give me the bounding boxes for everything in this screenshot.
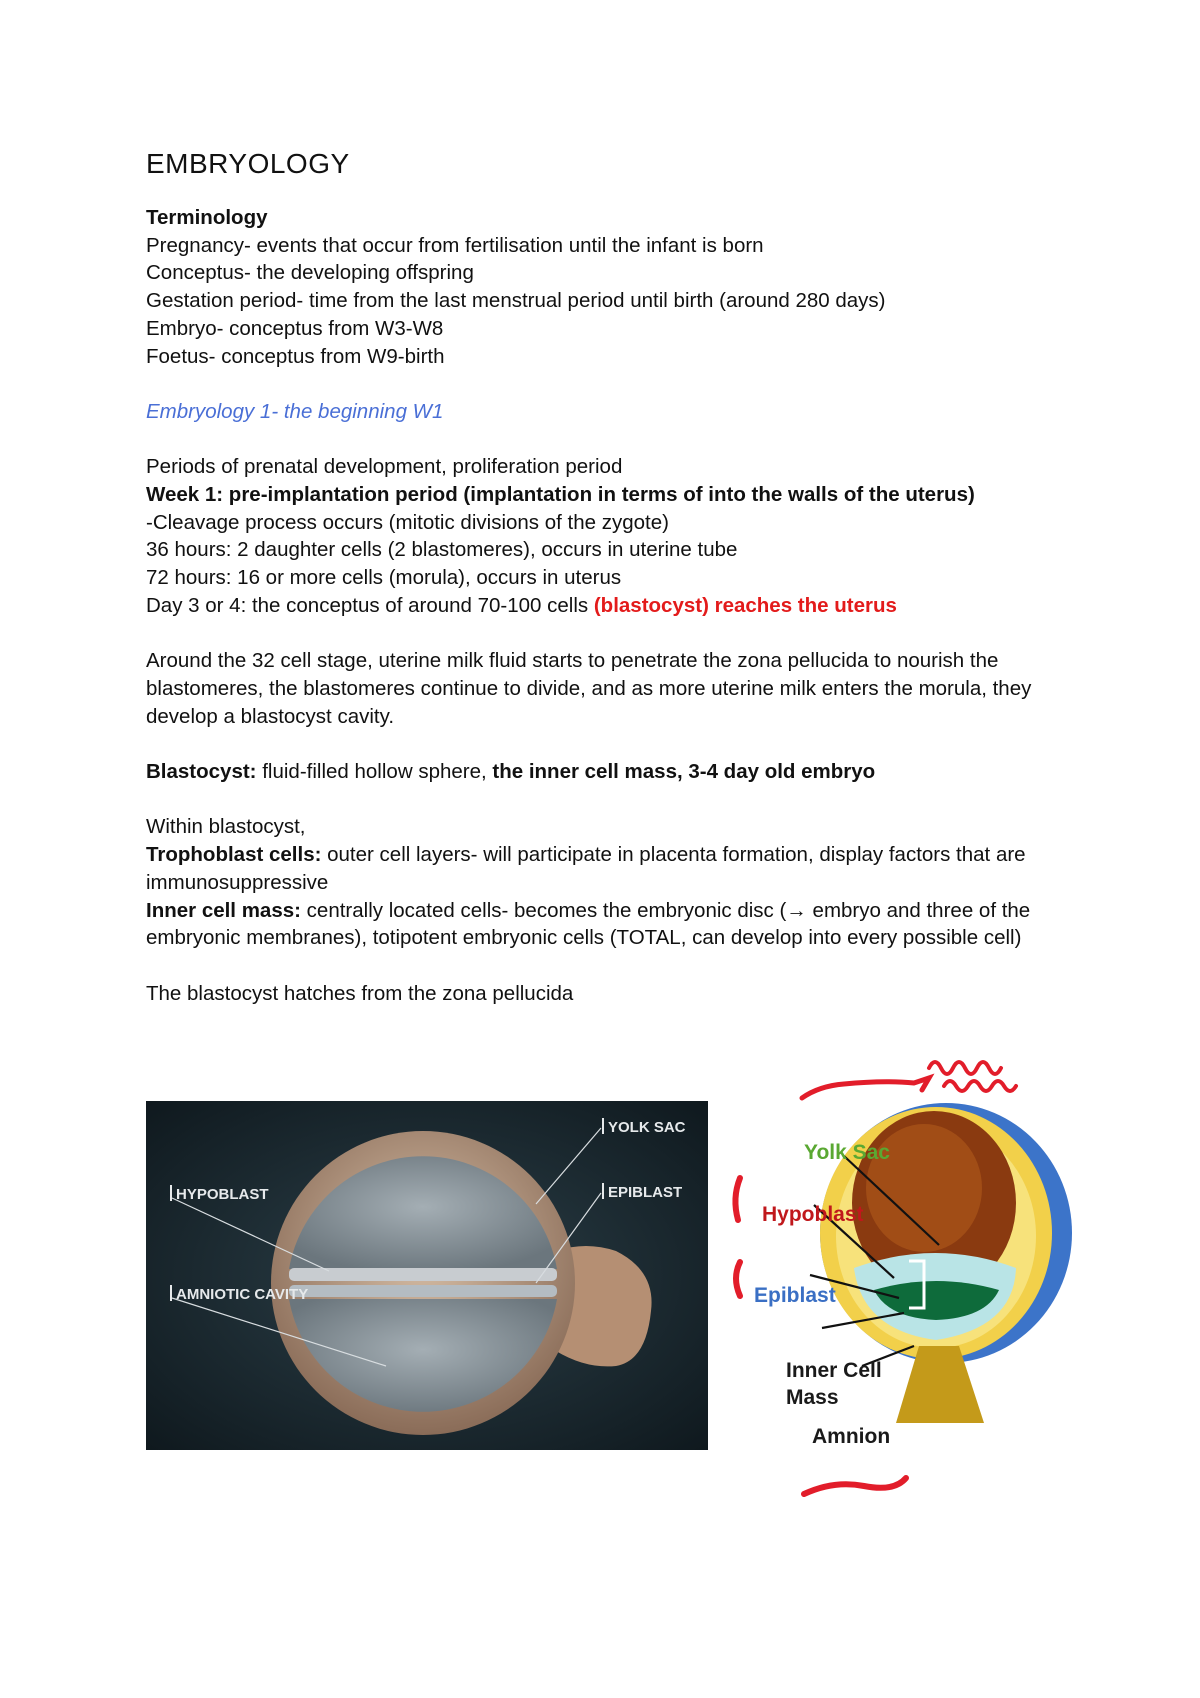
label-amnion-right: Amnion bbox=[812, 1425, 891, 1448]
page-title: EMBRYOLOGY bbox=[146, 148, 350, 179]
term-gestation: Gestation period- time from the last menstrual period until birth (around 280 days) bbox=[146, 289, 886, 313]
hypoblast-layer-shape bbox=[289, 1268, 557, 1281]
label-epiblast-right: Epiblast bbox=[754, 1284, 836, 1307]
trophoblast-label: Trophoblast cells: bbox=[146, 843, 322, 867]
label-hypoblast-right: Hypoblast bbox=[762, 1203, 864, 1226]
label-epiblast-left: EPIBLAST bbox=[608, 1184, 683, 1201]
blastocyst-line bbox=[146, 758, 1066, 786]
cleavage-line: -Cleavage process occurs (mitotic divisions of the zygote) bbox=[146, 510, 669, 534]
inner-cell-mass-label: Inner cell mass: bbox=[146, 898, 301, 922]
label-mass-right: Mass bbox=[786, 1386, 839, 1409]
handwritten-arrow bbox=[802, 1078, 929, 1098]
day-line-highlight: (blastocyst) reaches the uterus bbox=[593, 593, 897, 617]
hatch-line: The blastocyst hatches from the zona pellucida bbox=[146, 981, 574, 1005]
hours72-line: 72 hours: 16 or more cells (morula), occurs in uterus bbox=[146, 566, 622, 590]
blastocyst-label: Blastocyst: bbox=[146, 760, 257, 783]
paragraph-32-cell: Around the 32 cell stage, uterine milk fluid starts to penetrate the zona pellucida to nourish the blastomeres, the blastomeres continue to divide, and as more uterine milk enters the morula, they develop a blastocyst cavity. bbox=[146, 649, 1032, 728]
trophoblast-line bbox=[146, 841, 1066, 896]
day-line-text: Day 3 or 4: the conceptus of around 70-100 cells bbox=[146, 593, 594, 617]
label-hypoblast-left: HYPOBLAST bbox=[176, 1186, 269, 1203]
handwritten-note bbox=[929, 1062, 1016, 1091]
handwritten-bracket-epiblast bbox=[736, 1262, 740, 1296]
blastocyst-diagram-right bbox=[724, 1028, 1084, 1508]
week1-heading: Week 1: pre-implantation period (implantation in terms of into the walls of the uterus) bbox=[146, 483, 975, 506]
term-embryo: Embryo- conceptus from W3-W8 bbox=[146, 316, 444, 340]
hours36-line: 36 hours: 2 daughter cells (2 blastomeres), occurs in uterine tube bbox=[146, 538, 738, 562]
section-heading: Embryology 1- the beginning W1 bbox=[146, 399, 444, 423]
inner-cell-mass-line bbox=[146, 897, 1066, 952]
trophoblast-text: outer cell layers- will participate in placenta formation, display factors that are immunosuppressive bbox=[146, 843, 1026, 894]
blastocyst-bold-tail: the inner cell mass, 3-4 day old embryo bbox=[492, 760, 876, 783]
blastocyst-illustration-left bbox=[146, 1101, 708, 1450]
inner-cell-mass-text-a: centrally located cells- becomes the embryonic disc ( bbox=[300, 898, 787, 922]
arrow-right-icon: → bbox=[786, 898, 807, 922]
terminology-heading: Terminology bbox=[146, 206, 268, 229]
epiblast-layer-shape bbox=[289, 1285, 557, 1297]
periods-line: Periods of prenatal development, proliferation period bbox=[146, 455, 623, 479]
label-inner-cell-right: Inner Cell bbox=[786, 1359, 882, 1382]
term-foetus: Foetus- conceptus from W9-birth bbox=[146, 344, 445, 368]
label-yolk-sac-left: YOLK SAC bbox=[608, 1119, 686, 1136]
term-pregnancy: Pregnancy- events that occur from fertilisation until the infant is born bbox=[146, 233, 764, 257]
handwritten-bracket-hypoblast bbox=[735, 1178, 740, 1220]
blastocyst-text: fluid-filled hollow sphere, bbox=[256, 760, 493, 783]
handwritten-underline bbox=[804, 1478, 906, 1494]
within-line: Within blastocyst, bbox=[146, 815, 306, 839]
label-amniotic-cavity-left: AMNIOTIC CAVITY bbox=[176, 1286, 309, 1303]
label-yolk-sac-right: Yolk Sac bbox=[804, 1141, 890, 1164]
term-conceptus: Conceptus- the developing offspring bbox=[146, 261, 474, 285]
document-body bbox=[146, 146, 1066, 1007]
day-line bbox=[146, 592, 1066, 620]
inner-cell-mass-text-b: embryo and three of the embryonic membranes), totipotent embryonic cells (TOTAL, can develop into every possible cell) bbox=[146, 898, 1031, 950]
